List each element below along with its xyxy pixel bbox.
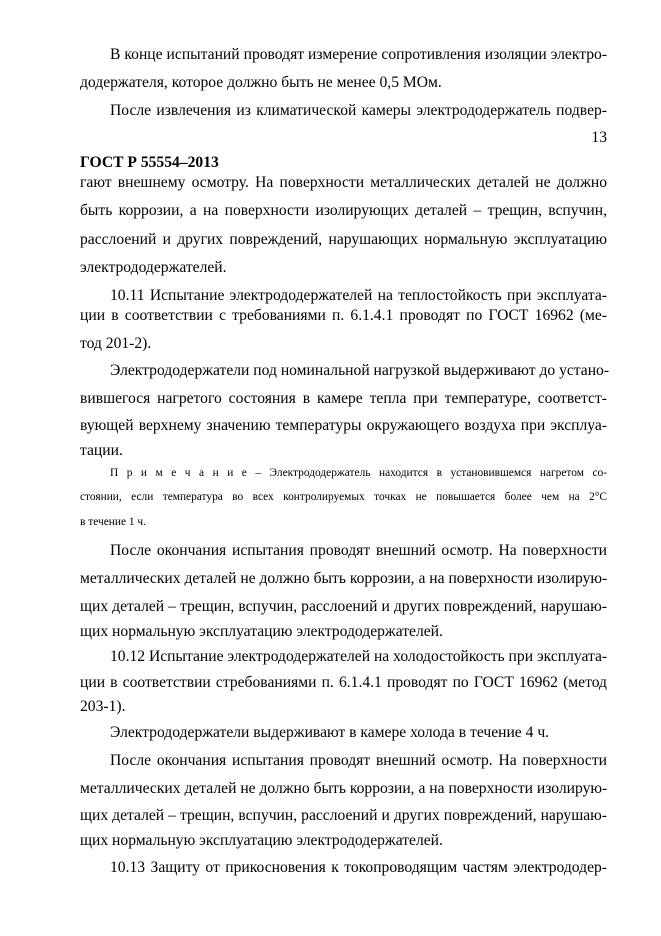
page-number: 13 — [591, 129, 607, 146]
document-header: ГОСТ Р 55554–2013 — [80, 154, 219, 171]
text-line: тации. — [80, 442, 123, 459]
text-line: гают внешнему осмотру. На поверхности металлических деталей не должно — [80, 174, 607, 191]
text-line: металлических деталей не должно быть коррозии, а на поверхности изолирую- — [80, 570, 608, 587]
text-line: ции в соответствии с требованиями п. 6.1.4.1 проводят по ГОСТ 16962 (ме- — [80, 307, 607, 324]
text-line: додержателя, которое должно быть не менее 0,5 МОм. — [80, 74, 442, 91]
text-line: В конце испытаний проводят измерение сопротивления изоляции электро- — [110, 46, 607, 63]
note-line: стоянии, если температура во всех контролируемых точках не повышается более чем на 2°С — [80, 491, 607, 503]
text-line: щих деталей – трещин, вспучин, расслоений и других повреждений, нарушаю- — [80, 807, 607, 824]
text-line: После окончания испытания проводят внешний осмотр. На поверхности — [110, 542, 607, 559]
text-line: вившегося нагретого состояния в камере тепла при температуре, соответст- — [80, 390, 607, 407]
text-line: 10.12 Испытание электрододержателей на холодостойкость при эксплуата- — [110, 648, 608, 665]
text-line: 10.13 Защиту от прикосновения к токопроводящим частям электрододер- — [110, 859, 607, 876]
text-line: После извлечения из климатической камеры электрододержатель подвер- — [110, 102, 607, 119]
text-line: быть коррозии, а на поверхности изолирующих деталей – трещин, вспучин, — [80, 202, 607, 219]
text-line: 10.11 Испытание электрододержателей на теплостойкость при эксплуата- — [110, 287, 607, 304]
text-line: щих деталей – трещин, вспучин, расслоений и других повреждений, нарушаю- — [80, 598, 607, 615]
text-line: Электрододержатели выдерживают в камере холода в течение 4 ч. — [110, 724, 550, 741]
text-line: вующей верхнему значению температуры окружающего воздуха при эксплуа- — [80, 417, 607, 434]
text-line: Электрододержатели под номинальной нагрузкой выдерживают до устано- — [110, 362, 610, 379]
text-line: щих нормальную эксплуатацию электрододержателей. — [80, 832, 443, 849]
text-line: 203-1). — [80, 698, 126, 715]
text-line: металлических деталей не должно быть коррозии, а на поверхности изолирую- — [80, 780, 608, 797]
text-line: После окончания испытания проводят внешний осмотр. На поверхности — [110, 752, 607, 769]
note-line: П р и м е ч а н и е – Электрододержатель находится в установившемся нагретом со- — [110, 467, 607, 479]
text-line: расслоений и других повреждений, нарушающих нормальную эксплуатацию — [80, 231, 607, 248]
text-line: ции в соответствии стребованиями п. 6.1.4.1 проводят по ГОСТ 16962 (метод — [80, 674, 607, 691]
text-line: электрододержателей. — [80, 259, 227, 276]
text-line: тод 201-2). — [80, 335, 152, 352]
note-line: в течение 1 ч. — [80, 516, 146, 528]
text-line: щих нормальную эксплуатацию электрододержателей. — [80, 623, 443, 640]
